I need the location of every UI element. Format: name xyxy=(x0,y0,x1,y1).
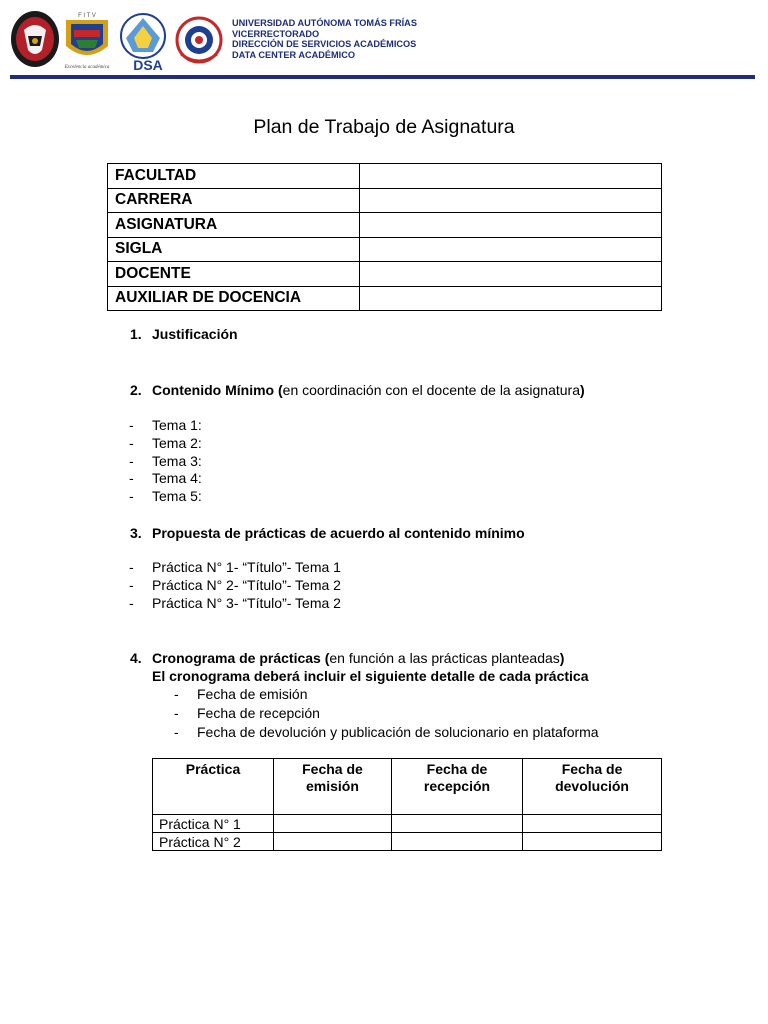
document-header xyxy=(0,0,768,82)
list-item-text: Fecha de recepción xyxy=(197,705,320,721)
column-header: Fecha de emisión xyxy=(274,759,392,815)
list-item xyxy=(174,723,599,742)
field-label: FACULTAD xyxy=(108,164,360,189)
table-row xyxy=(108,188,662,213)
table-cell[interactable] xyxy=(274,815,392,833)
list-item-text: Práctica N° 3- “Título”- Tema 2 xyxy=(152,594,341,611)
section-subtitle: El cronograma deberá incluir el siguiente detalle de cada práctica xyxy=(152,668,589,684)
list-dash: - xyxy=(129,470,134,487)
list-dash: - xyxy=(174,705,179,721)
table-row xyxy=(108,164,662,189)
institution-line: DIRECCIÓN DE SERVICIOS ACADÉMICOS xyxy=(232,39,417,50)
field-label: DOCENTE xyxy=(108,262,360,287)
list-dash: - xyxy=(174,724,179,740)
section-justificacion xyxy=(130,326,238,342)
field-label: ASIGNATURA xyxy=(108,213,360,238)
list-dash: - xyxy=(174,686,179,702)
schedule-detail-list xyxy=(174,685,599,742)
list-item-text: Tema 5: xyxy=(152,488,202,505)
list-item xyxy=(129,470,202,488)
dsa-logo xyxy=(116,10,170,72)
section-number: 4. xyxy=(130,650,142,666)
list-item xyxy=(129,595,341,613)
field-value[interactable] xyxy=(360,213,662,238)
table-cell: Práctica N° 1 xyxy=(153,815,274,833)
section-contenido-minimo xyxy=(130,382,585,398)
section-title: Propuesta de prácticas de acuerdo al contenido mínimo xyxy=(152,525,525,541)
list-item xyxy=(129,417,202,435)
section-title: Cronograma de prácticas ( xyxy=(152,650,330,666)
table-row xyxy=(108,286,662,311)
list-dash: - xyxy=(129,417,134,433)
crest-motto: Excelencia académica xyxy=(64,65,110,70)
field-value[interactable] xyxy=(360,164,662,189)
column-header: Fecha de recepción xyxy=(391,759,522,815)
field-value[interactable] xyxy=(360,286,662,311)
faculty-crest-logo xyxy=(62,10,112,72)
list-item-text: Práctica N° 2- “Título”- Tema 2 xyxy=(152,576,341,593)
column-header: Práctica xyxy=(153,759,274,815)
list-item xyxy=(129,453,202,471)
document-title: Plan de Trabajo de Asignatura xyxy=(253,116,515,138)
list-item-text: Tema 2: xyxy=(152,434,202,451)
table-cell[interactable] xyxy=(391,815,522,833)
institution-line: UNIVERSIDAD AUTÓNOMA TOMÁS FRÍAS xyxy=(232,18,417,28)
field-value[interactable] xyxy=(360,188,662,213)
list-item xyxy=(174,685,599,704)
list-dash: - xyxy=(129,452,134,469)
institution-block xyxy=(232,18,417,60)
section-number: 2. xyxy=(130,382,142,398)
subject-info-table xyxy=(107,163,662,311)
list-item-text: Tema 1: xyxy=(152,417,202,433)
list-item-text: Tema 3: xyxy=(152,452,202,469)
table-row xyxy=(108,262,662,287)
practice-list xyxy=(129,559,341,612)
table-header-row xyxy=(153,759,662,815)
list-item xyxy=(129,435,202,453)
field-value[interactable] xyxy=(360,262,662,287)
section-close: ) xyxy=(559,650,565,666)
section-number: 1. xyxy=(130,326,142,342)
topic-list xyxy=(129,417,202,506)
table-row xyxy=(108,213,662,238)
table-row xyxy=(108,237,662,262)
list-dash: - xyxy=(129,594,134,611)
section-title: Justificación xyxy=(152,326,238,342)
table-cell[interactable] xyxy=(274,833,392,851)
list-item-text: Fecha de emisión xyxy=(197,686,308,702)
table-cell[interactable] xyxy=(391,833,522,851)
field-label: SIGLA xyxy=(108,237,360,262)
list-dash: - xyxy=(129,488,134,505)
column-header: Fecha de devolución xyxy=(523,759,662,815)
section-close: ) xyxy=(579,382,585,398)
list-item xyxy=(129,577,341,595)
institution-line: DATA CENTER ACADÉMICO xyxy=(232,49,356,60)
svg-text:F I T V: F I T V xyxy=(78,13,96,19)
data-center-logo xyxy=(175,10,223,70)
list-item xyxy=(129,559,341,577)
table-cell[interactable] xyxy=(523,815,662,833)
list-dash: - xyxy=(129,434,134,451)
list-item xyxy=(174,704,599,723)
section-note: en coordinación con el docente de la asignatura xyxy=(282,382,580,398)
table-row xyxy=(153,815,662,833)
table-cell[interactable] xyxy=(523,833,662,851)
list-item-text: Tema 4: xyxy=(152,470,202,487)
field-value[interactable] xyxy=(360,237,662,262)
section-number: 3. xyxy=(130,525,142,541)
university-seal-logo xyxy=(10,10,60,68)
field-label: CARRERA xyxy=(108,188,360,213)
section-propuesta-practicas xyxy=(130,525,525,541)
list-dash: - xyxy=(129,559,134,575)
section-title: Contenido Mínimo ( xyxy=(152,382,283,398)
dsa-wordmark: DSA xyxy=(133,57,163,72)
list-item-text: Fecha de devolución y publicación de solucionario en plataforma xyxy=(197,724,599,740)
section-cronograma xyxy=(130,650,564,666)
header-divider xyxy=(10,75,755,79)
table-row xyxy=(153,833,662,851)
list-dash: - xyxy=(129,576,134,593)
list-item xyxy=(129,488,202,506)
schedule-table xyxy=(152,758,662,851)
field-label: AUXILIAR DE DOCENCIA xyxy=(108,286,360,311)
section-note: en función a las prácticas planteadas xyxy=(329,650,560,666)
institution-line: VICERRECTORADO xyxy=(232,28,320,39)
list-item-text: Práctica N° 1- “Título”- Tema 1 xyxy=(152,559,341,575)
table-cell: Práctica N° 2 xyxy=(153,833,274,851)
